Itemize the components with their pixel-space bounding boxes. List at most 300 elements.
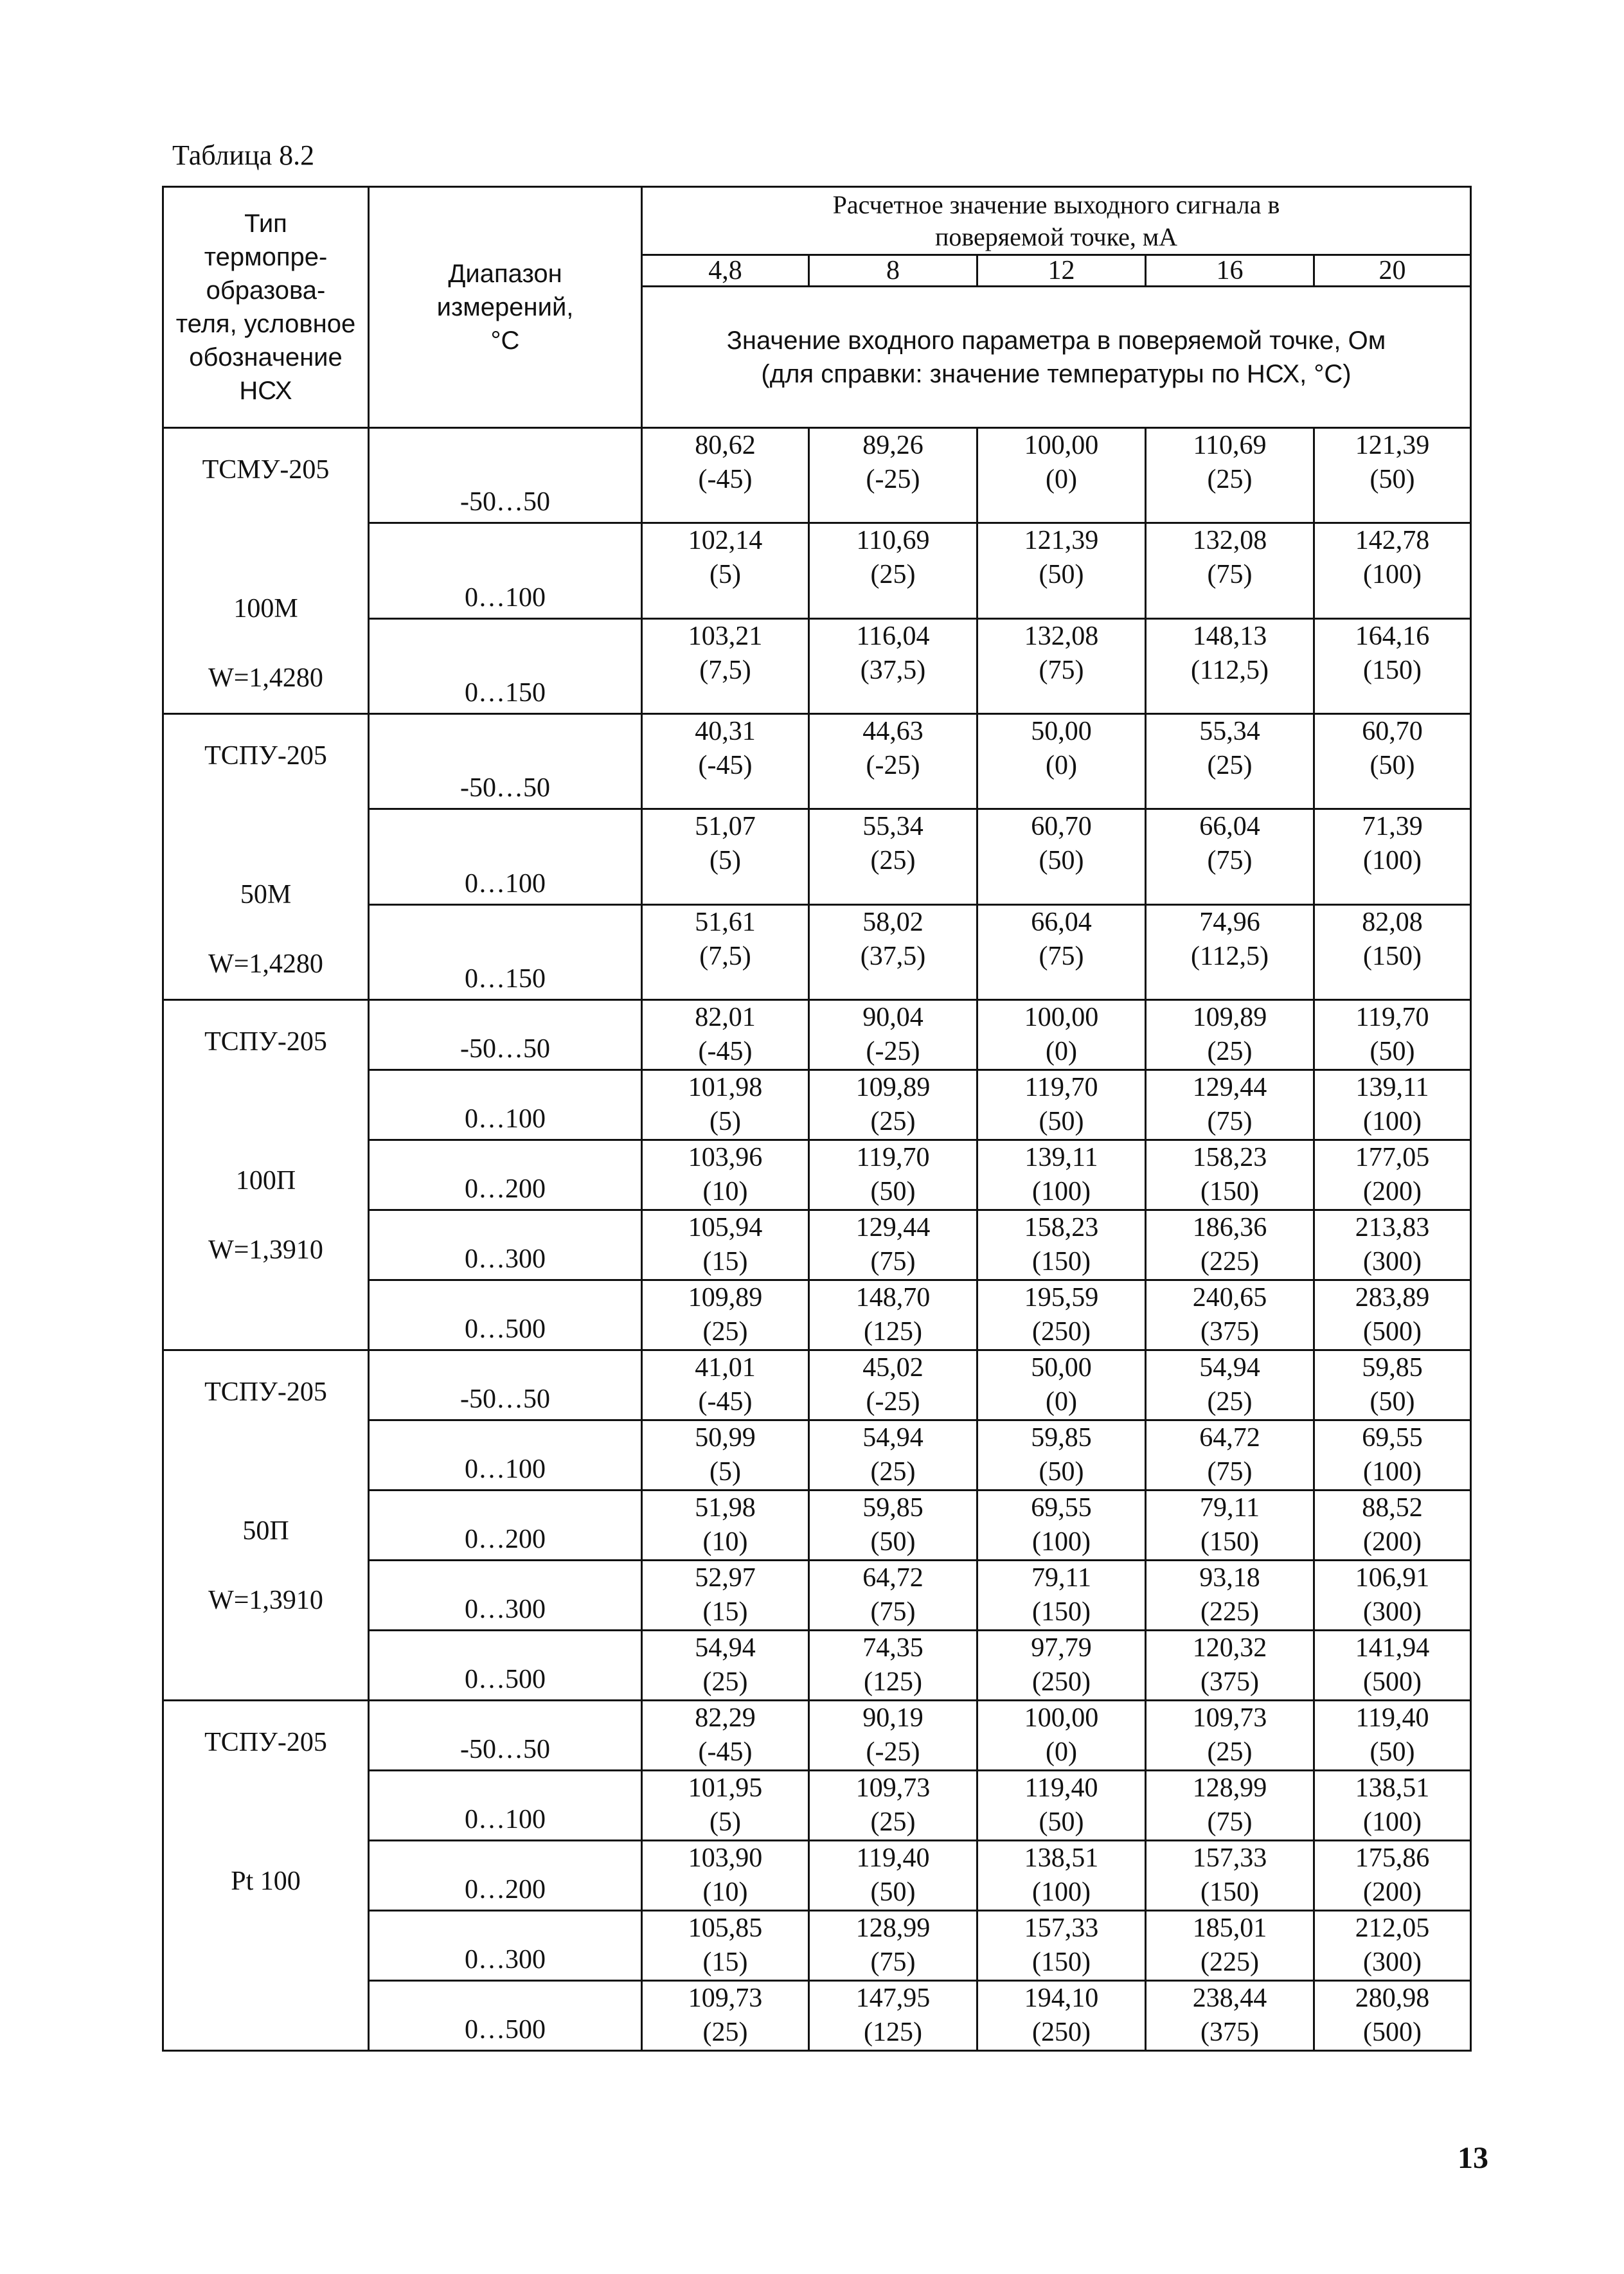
resistance-value: 194,10: [1024, 1983, 1099, 2013]
temperature-value: (5): [709, 1807, 741, 1837]
temperature-value: (150): [1200, 1177, 1259, 1206]
value-cell: [977, 1350, 1146, 1420]
resistance-value: 121,39: [1355, 431, 1430, 460]
temperature-value: (37,5): [860, 941, 926, 971]
resistance-value: 82,08: [1362, 907, 1423, 937]
header-mA-value: 20: [1314, 255, 1471, 287]
temperature-value: (50): [1370, 1387, 1415, 1417]
value-cell: [1314, 714, 1471, 809]
temperature-value: (500): [1363, 2018, 1422, 2047]
value-cell: [1314, 1701, 1471, 1771]
temperature-value: (100): [1363, 1457, 1422, 1487]
value-cell: [809, 1561, 977, 1631]
temperature-value: (225): [1200, 1947, 1259, 1977]
value-cell: [642, 1491, 809, 1561]
value-cell: [642, 1771, 809, 1841]
range-cell: 0…100: [369, 1420, 642, 1491]
temperature-value: (50): [1039, 1457, 1084, 1487]
resistance-value: 103,21: [688, 621, 763, 651]
range-cell: 0…100: [369, 1771, 642, 1841]
value-cell: [1146, 1841, 1314, 1911]
resistance-value: 51,61: [695, 907, 756, 937]
range-cell: 0…500: [369, 1631, 642, 1701]
value-cell: [1314, 1140, 1471, 1210]
temperature-value: (200): [1363, 1527, 1422, 1557]
value-cell: [1314, 1841, 1471, 1911]
value-cell: [1146, 1280, 1314, 1350]
temperature-value: (25): [870, 560, 916, 590]
resistance-value: 109,73: [1192, 1703, 1267, 1733]
value-cell: [1314, 904, 1471, 999]
temperature-value: (25): [870, 1807, 916, 1837]
resistance-value: 60,70: [1031, 812, 1092, 842]
sensor-type-line: [164, 1777, 368, 1847]
value-cell: [977, 523, 1146, 618]
temperature-value: (100): [1032, 1177, 1091, 1206]
temperature-value: (25): [870, 846, 916, 876]
value-cell: [809, 714, 977, 809]
temperature-value: (112,5): [1191, 655, 1269, 685]
resistance-value: 66,04: [1199, 812, 1260, 842]
temperature-value: (0): [1046, 1387, 1077, 1417]
table-caption: Таблица 8.2: [172, 139, 315, 171]
resistance-value: 97,79: [1031, 1633, 1092, 1663]
resistance-value: 120,32: [1192, 1633, 1267, 1663]
value-cell: [977, 1771, 1146, 1841]
temperature-value: (25): [870, 1107, 916, 1136]
header-desc-line: (для справки: значение температуры по НСХ, °C): [761, 359, 1352, 388]
value-cell: [977, 1981, 1146, 2051]
table-row: [163, 428, 1471, 523]
temperature-value: (7,5): [699, 655, 751, 685]
temperature-value: (75): [1039, 655, 1084, 685]
resistance-value: 109,73: [688, 1983, 763, 2013]
resistance-value: 100,00: [1024, 431, 1099, 460]
header-mA-value: 8: [809, 255, 977, 287]
temperature-value: (200): [1363, 1177, 1422, 1206]
resistance-value: 88,52: [1362, 1493, 1423, 1523]
header-type-line: Тип: [244, 210, 287, 238]
value-cell: [1146, 1350, 1314, 1420]
resistance-value: 101,98: [688, 1073, 763, 1102]
value-cell: [809, 1701, 977, 1771]
range-cell: 0…300: [369, 1210, 642, 1280]
header-type-line: теля, условное: [175, 310, 356, 338]
value-cell: [1314, 1280, 1471, 1350]
resistance-value: 79,11: [1200, 1493, 1260, 1523]
range-cell: 0…100: [369, 523, 642, 618]
temperature-value: (100): [1363, 846, 1422, 876]
value-cell: [809, 428, 977, 523]
temperature-value: (0): [1046, 465, 1077, 494]
header-signal-title: [642, 187, 1471, 255]
resistance-value: 44,63: [862, 717, 924, 746]
sensor-type-line: ТСПУ-205: [204, 741, 327, 771]
temperature-value: (300): [1363, 1597, 1422, 1627]
value-cell: [977, 809, 1146, 904]
value-cell: [809, 618, 977, 713]
temperature-value: (5): [709, 560, 741, 590]
temperature-value: (75): [870, 1247, 916, 1276]
value-cell: [1146, 1701, 1314, 1771]
resistance-value: 110,69: [856, 526, 930, 556]
range-cell: 0…500: [369, 1981, 642, 2051]
resistance-value: 51,98: [695, 1493, 756, 1523]
value-cell: [642, 1350, 809, 1420]
value-cell: [809, 1000, 977, 1070]
temperature-value: (500): [1363, 1317, 1422, 1347]
temperature-value: (75): [1207, 1457, 1253, 1487]
value-cell: [1146, 1210, 1314, 1280]
sensor-type-line: 50П: [242, 1516, 289, 1546]
range-cell: 0…200: [369, 1140, 642, 1210]
temperature-value: (375): [1200, 1317, 1259, 1347]
resistance-value: 90,19: [862, 1703, 924, 1733]
value-cell: [977, 904, 1146, 999]
temperature-value: (25): [1207, 1387, 1253, 1417]
value-cell: [1146, 523, 1314, 618]
range-cell: 0…300: [369, 1561, 642, 1631]
temperature-value: (125): [864, 1667, 922, 1697]
range-cell: -50…50: [369, 428, 642, 523]
header-range-cell: [369, 187, 642, 428]
page-number: 13: [1458, 2141, 1488, 2175]
temperature-value: (10): [702, 1527, 748, 1557]
table-row: [163, 714, 1471, 809]
resistance-value: 280,98: [1355, 1983, 1430, 2013]
temperature-value: (25): [1207, 1037, 1253, 1066]
resistance-value: 158,23: [1192, 1143, 1267, 1172]
temperature-value: (25): [1207, 465, 1253, 494]
value-cell: [809, 1911, 977, 1981]
temperature-value: (-45): [698, 751, 753, 780]
resistance-value: 55,34: [1199, 717, 1260, 746]
value-cell: [1314, 1631, 1471, 1701]
calibration-table: [162, 186, 1472, 2052]
value-cell: [1146, 1981, 1314, 2051]
temperature-value: (100): [1032, 1877, 1091, 1907]
temperature-value: (75): [1207, 1807, 1253, 1837]
sensor-type-line: Pt 100: [231, 1867, 301, 1896]
temperature-value: (150): [1032, 1247, 1091, 1276]
sensor-type-cell: [163, 428, 369, 714]
header-mA-value: 4,8: [642, 255, 809, 287]
value-cell: [642, 1420, 809, 1491]
resistance-value: 106,91: [1355, 1563, 1430, 1593]
value-cell: [977, 428, 1146, 523]
value-cell: [1314, 1771, 1471, 1841]
resistance-value: 74,35: [862, 1633, 924, 1663]
value-cell: [809, 1350, 977, 1420]
temperature-value: (300): [1363, 1247, 1422, 1276]
temperature-value: (10): [702, 1177, 748, 1206]
resistance-value: 71,39: [1362, 812, 1423, 842]
value-cell: [642, 1070, 809, 1140]
resistance-value: 240,65: [1192, 1283, 1267, 1312]
resistance-value: 148,13: [1192, 621, 1267, 651]
temperature-value: (-45): [698, 1037, 753, 1066]
resistance-value: 148,70: [855, 1283, 931, 1312]
resistance-value: 119,40: [856, 1843, 930, 1873]
resistance-value: 89,26: [862, 431, 924, 460]
value-cell: [1314, 1491, 1471, 1561]
value-cell: [977, 1631, 1146, 1701]
sensor-type-cell: [163, 1350, 369, 1701]
temperature-value: (75): [870, 1947, 916, 1977]
temperature-value: (50): [1370, 751, 1415, 780]
range-cell: 0…200: [369, 1491, 642, 1561]
range-cell: 0…500: [369, 1280, 642, 1350]
header-mA-value: 16: [1146, 255, 1314, 287]
resistance-value: 79,11: [1031, 1563, 1091, 1593]
sensor-type-line: ТСМУ-205: [202, 455, 330, 485]
resistance-value: 100,00: [1024, 1703, 1099, 1733]
value-cell: [642, 714, 809, 809]
value-cell: [1146, 1631, 1314, 1701]
temperature-value: (-25): [866, 465, 920, 494]
resistance-value: 132,08: [1192, 526, 1267, 556]
value-cell: [1146, 809, 1314, 904]
resistance-value: 109,73: [855, 1773, 931, 1803]
resistance-value: 69,55: [1031, 1493, 1092, 1523]
temperature-value: (225): [1200, 1597, 1259, 1627]
resistance-value: 109,89: [1192, 1003, 1267, 1032]
resistance-value: 157,33: [1192, 1843, 1267, 1873]
resistance-value: 59,85: [862, 1493, 924, 1523]
sensor-type-line: ТСПУ-205: [204, 1027, 327, 1057]
temperature-value: (5): [709, 1107, 741, 1136]
temperature-value: (5): [709, 1457, 741, 1487]
resistance-value: 45,02: [862, 1353, 924, 1383]
temperature-value: (250): [1032, 1317, 1091, 1347]
value-cell: [1314, 1000, 1471, 1070]
value-cell: [977, 1491, 1146, 1561]
range-cell: -50…50: [369, 1350, 642, 1420]
range-cell: -50…50: [369, 714, 642, 809]
header-input-desc: [642, 287, 1471, 428]
sensor-type-cell: [163, 1701, 369, 2051]
value-cell: [977, 1070, 1146, 1140]
range-cell: 0…100: [369, 809, 642, 904]
sensor-type-line: W=1,3910: [208, 1586, 323, 1615]
temperature-value: (37,5): [860, 655, 926, 685]
value-cell: [977, 1210, 1146, 1280]
header-type-line: НСХ: [239, 377, 292, 405]
temperature-value: (25): [702, 1317, 748, 1347]
sensor-type-cell: [163, 1000, 369, 1350]
value-cell: [1314, 809, 1471, 904]
resistance-value: 93,18: [1199, 1563, 1260, 1593]
resistance-value: 142,78: [1355, 526, 1430, 556]
temperature-value: (150): [1032, 1597, 1091, 1627]
resistance-value: 177,05: [1355, 1143, 1430, 1172]
sensor-type-line: ТСПУ-205: [204, 1728, 327, 1757]
temperature-value: (50): [1370, 1037, 1415, 1066]
resistance-value: 132,08: [1024, 621, 1099, 651]
resistance-value: 119,70: [1024, 1073, 1098, 1102]
header-type-line: обозначение: [189, 343, 343, 372]
resistance-value: 50,00: [1031, 717, 1092, 746]
value-cell: [1314, 523, 1471, 618]
temperature-value: (125): [864, 1317, 922, 1347]
value-cell: [809, 1491, 977, 1561]
temperature-value: (50): [1039, 560, 1084, 590]
resistance-value: 157,33: [1024, 1913, 1099, 1943]
resistance-value: 50,99: [695, 1423, 756, 1453]
value-cell: [977, 1280, 1146, 1350]
value-cell: [977, 1561, 1146, 1631]
temperature-value: (50): [1370, 1737, 1415, 1767]
value-cell: [1146, 1561, 1314, 1631]
value-cell: [642, 523, 809, 618]
value-cell: [809, 1140, 977, 1210]
temperature-value: (25): [702, 2018, 748, 2047]
value-cell: [809, 1981, 977, 2051]
value-cell: [642, 1981, 809, 2051]
value-cell: [1146, 714, 1314, 809]
value-cell: [1146, 1420, 1314, 1491]
temperature-value: (50): [1370, 465, 1415, 494]
resistance-value: 129,44: [1192, 1073, 1267, 1102]
temperature-value: (125): [864, 2018, 922, 2047]
temperature-value: (25): [1207, 1737, 1253, 1767]
temperature-value: (15): [702, 1947, 748, 1977]
value-cell: [642, 1140, 809, 1210]
sensor-type-line: [164, 505, 368, 574]
value-cell: [809, 523, 977, 618]
value-cell: [809, 1280, 977, 1350]
resistance-value: 102,14: [688, 526, 763, 556]
resistance-value: 82,01: [695, 1003, 756, 1032]
value-cell: [977, 1140, 1146, 1210]
temperature-value: (200): [1363, 1877, 1422, 1907]
resistance-value: 103,96: [688, 1143, 763, 1172]
resistance-value: 109,89: [688, 1283, 763, 1312]
resistance-value: 109,89: [855, 1073, 931, 1102]
range-cell: -50…50: [369, 1000, 642, 1070]
resistance-value: 41,01: [695, 1353, 756, 1383]
resistance-value: 110,69: [1193, 431, 1267, 460]
temperature-value: (75): [1207, 1107, 1253, 1136]
temperature-value: (225): [1200, 1247, 1259, 1276]
value-cell: [977, 714, 1146, 809]
resistance-value: 40,31: [695, 717, 756, 746]
header-type-line: термопре-: [204, 243, 328, 271]
temperature-value: (150): [1363, 655, 1422, 685]
value-cell: [977, 1701, 1146, 1771]
resistance-value: 59,85: [1031, 1423, 1092, 1453]
resistance-value: 64,72: [1199, 1423, 1260, 1453]
resistance-value: 50,00: [1031, 1353, 1092, 1383]
resistance-value: 82,29: [695, 1703, 756, 1733]
temperature-value: (250): [1032, 2018, 1091, 2047]
temperature-value: (100): [1363, 560, 1422, 590]
resistance-value: 105,85: [688, 1913, 763, 1943]
temperature-value: (25): [1207, 751, 1253, 780]
value-cell: [642, 618, 809, 713]
temperature-value: (-45): [698, 1387, 753, 1417]
value-cell: [642, 1000, 809, 1070]
value-cell: [1146, 1140, 1314, 1210]
value-cell: [642, 1631, 809, 1701]
range-cell: 0…100: [369, 1070, 642, 1140]
temperature-value: (375): [1200, 2018, 1259, 2047]
range-cell: -50…50: [369, 1701, 642, 1771]
temperature-value: (-25): [866, 1037, 920, 1066]
sensor-type-line: [164, 791, 368, 860]
temperature-value: (150): [1363, 941, 1422, 971]
resistance-value: 59,85: [1362, 1353, 1423, 1383]
resistance-value: 69,55: [1362, 1423, 1423, 1453]
header-mA-value: 12: [977, 255, 1146, 287]
temperature-value: (5): [709, 846, 741, 876]
header-type-line: образова-: [206, 276, 326, 305]
temperature-value: (75): [1039, 941, 1084, 971]
header-signal-line: Расчетное значение выходного сигнала в: [832, 190, 1280, 219]
temperature-value: (15): [702, 1247, 748, 1276]
resistance-value: 55,34: [862, 812, 924, 842]
value-cell: [1146, 1491, 1314, 1561]
value-cell: [1146, 1911, 1314, 1981]
resistance-value: 119,40: [1355, 1703, 1429, 1733]
resistance-value: 90,04: [862, 1003, 924, 1032]
value-cell: [977, 1911, 1146, 1981]
temperature-value: (250): [1032, 1667, 1091, 1697]
value-cell: [642, 1280, 809, 1350]
resistance-value: 74,96: [1199, 907, 1260, 937]
temperature-value: (15): [702, 1597, 748, 1627]
value-cell: [1146, 1070, 1314, 1140]
resistance-value: 141,94: [1355, 1633, 1430, 1663]
sensor-type-line: W=1,4280: [208, 949, 323, 979]
sensor-type-line: W=1,4280: [208, 663, 323, 693]
value-cell: [642, 809, 809, 904]
temperature-value: (10): [702, 1877, 748, 1907]
resistance-value: 138,51: [1024, 1843, 1099, 1873]
value-cell: [642, 428, 809, 523]
temperature-value: (50): [1039, 1807, 1084, 1837]
resistance-value: 128,99: [855, 1913, 931, 1943]
resistance-value: 213,83: [1355, 1213, 1430, 1242]
resistance-value: 54,94: [695, 1633, 756, 1663]
sensor-type-line: [164, 1427, 368, 1496]
temperature-value: (0): [1046, 1037, 1077, 1066]
resistance-value: 175,86: [1355, 1843, 1430, 1873]
resistance-value: 138,51: [1355, 1773, 1430, 1803]
value-cell: [1314, 1350, 1471, 1420]
resistance-value: 52,97: [695, 1563, 756, 1593]
temperature-value: (-25): [866, 1387, 920, 1417]
value-cell: [1146, 1000, 1314, 1070]
resistance-value: 66,04: [1031, 907, 1092, 937]
temperature-value: (-45): [698, 465, 753, 494]
temperature-value: (500): [1363, 1667, 1422, 1697]
sensor-type-line: [164, 1077, 368, 1146]
range-cell: 0…150: [369, 618, 642, 713]
resistance-value: 119,40: [1024, 1773, 1098, 1803]
sensor-type-line: W=1,3910: [208, 1235, 323, 1265]
value-cell: [977, 1420, 1146, 1491]
resistance-value: 185,01: [1192, 1913, 1267, 1943]
resistance-value: 283,89: [1355, 1283, 1430, 1312]
value-cell: [1146, 618, 1314, 713]
sensor-type-line: ТСПУ-205: [204, 1377, 327, 1407]
resistance-value: 128,99: [1192, 1773, 1267, 1803]
value-cell: [977, 618, 1146, 713]
resistance-value: 119,70: [1355, 1003, 1429, 1032]
temperature-value: (0): [1046, 1737, 1077, 1767]
temperature-value: (50): [1039, 1107, 1084, 1136]
